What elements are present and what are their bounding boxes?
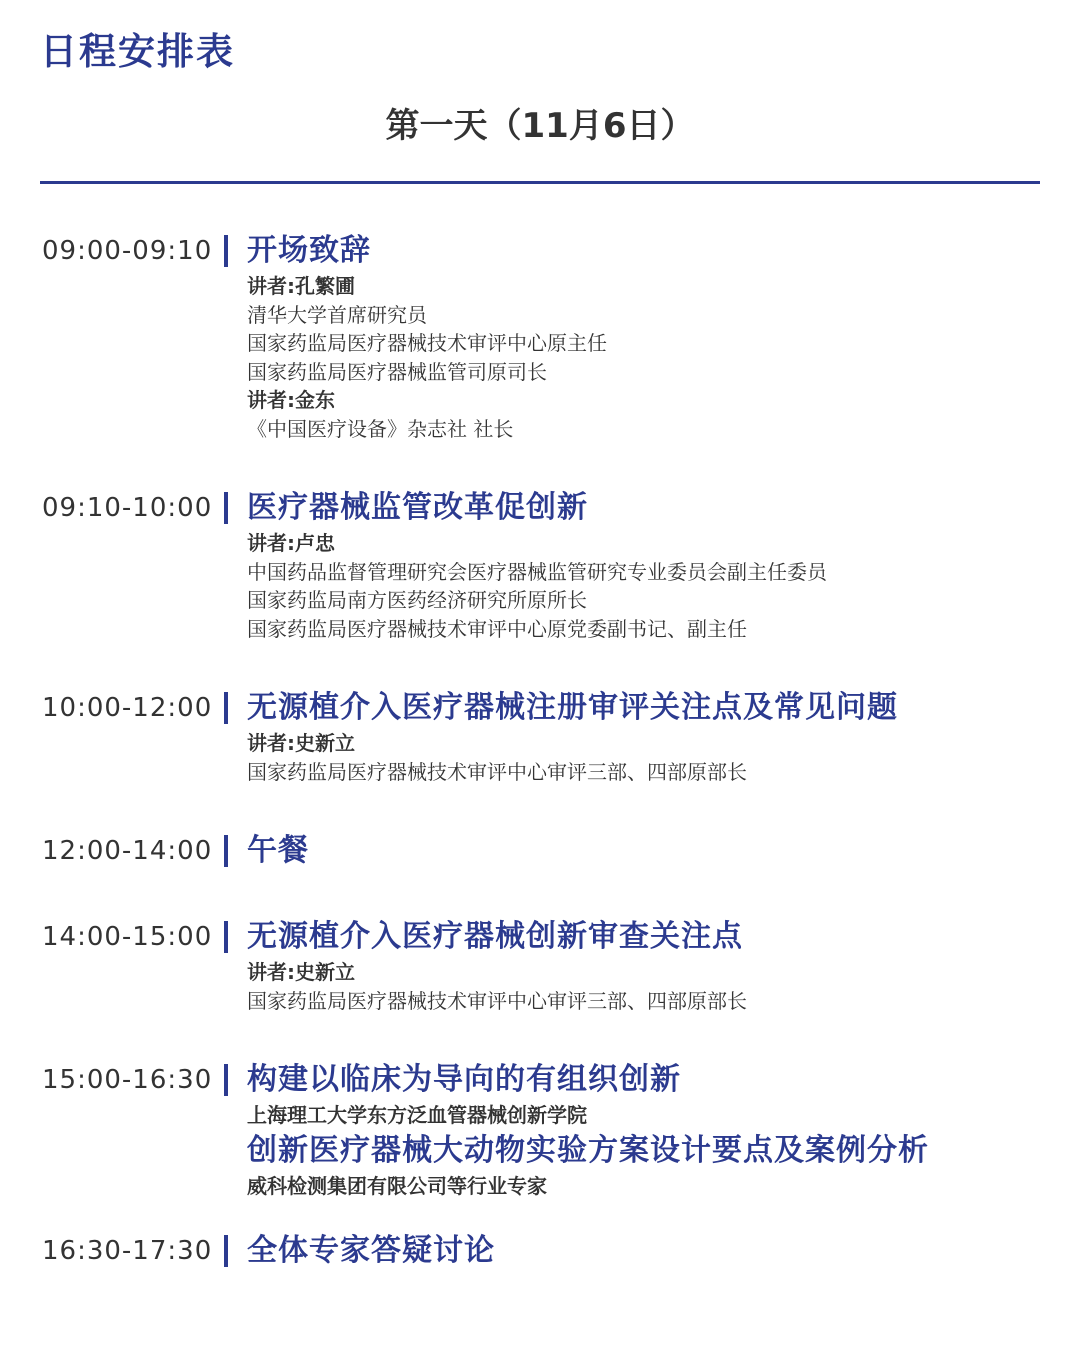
session-content (247, 1230, 1047, 1272)
session-topic: 午餐 (247, 833, 309, 868)
speaker-name: 讲者:孔繁圃 (247, 274, 355, 298)
session-topic: 开场致辞 (247, 233, 371, 268)
speaker-title-line: 国家药监局医疗器械技术审评中心原党委副书记、副主任 (247, 616, 747, 641)
session-time: 09:10-10:00 (42, 493, 213, 523)
session-divider-bar (224, 1235, 228, 1267)
speaker-title-line: 清华大学首席研究员 (247, 302, 427, 327)
session-subtopic: 创新医疗器械大动物实验方案设计要点及案例分析 (247, 1132, 929, 1168)
speaker-name: 讲者:史新立 (247, 731, 355, 755)
session-topic: 无源植介入医疗器械创新审查关注点 (247, 919, 743, 954)
session-content (247, 916, 1047, 1015)
speaker-title-line: 国家药监局医疗器械技术审评中心审评三部、四部原部长 (247, 988, 747, 1013)
speaker-title-line: 国家药监局医疗器械监管司原司长 (247, 359, 547, 384)
session-topic: 全体专家答疑讨论 (247, 1233, 495, 1268)
organization-name: 上海理工大学东方泛血管器械创新学院 (247, 1103, 587, 1127)
title-divider (40, 181, 1040, 184)
session-divider-bar (224, 492, 228, 524)
session-content (247, 487, 1047, 643)
organization-name: 威科检测集团有限公司等行业专家 (247, 1173, 547, 1198)
session-divider-bar (224, 1064, 228, 1096)
session-time: 14:00-15:00 (42, 922, 213, 952)
session-time: 12:00-14:00 (42, 836, 213, 866)
session-time: 10:00-12:00 (42, 693, 213, 723)
speaker-title-line: 中国药品监督管理研究会医疗器械监管研究专业委员会副主任委员 (247, 559, 827, 584)
session-content (247, 830, 1047, 872)
session-divider-bar (224, 921, 228, 953)
session-content (247, 1059, 1047, 1200)
session-topic: 无源植介入医疗器械注册审评关注点及常见问题 (247, 690, 898, 725)
session-topic: 医疗器械监管改革促创新 (247, 490, 588, 525)
speaker-name: 讲者:卢忠 (247, 531, 335, 555)
session-content (247, 230, 1047, 443)
session-time: 09:00-09:10 (42, 236, 213, 266)
session-divider-bar (224, 692, 228, 724)
speaker-name: 讲者:史新立 (247, 960, 355, 984)
speaker-title-line: 国家药监局南方医药经济研究所原所长 (247, 588, 587, 612)
speaker-title-line: 国家药监局医疗器械技术审评中心审评三部、四部原部长 (247, 759, 747, 784)
session-time: 16:30-17:30 (42, 1236, 213, 1266)
session-divider-bar (224, 235, 228, 267)
session-topic: 构建以临床为导向的有组织创新 (247, 1062, 681, 1097)
speaker-title-line: 《中国医疗设备》杂志社 社长 (247, 416, 514, 441)
session-content (247, 687, 1047, 786)
speaker-name: 讲者:金东 (247, 388, 335, 412)
page-title: 日程安排表 (40, 30, 235, 73)
day-title: 第一天（11月6日） (385, 106, 695, 146)
session-time: 15:00-16:30 (42, 1065, 213, 1095)
speaker-title-line: 国家药监局医疗器械技术审评中心原主任 (247, 331, 607, 355)
session-divider-bar (224, 835, 228, 867)
